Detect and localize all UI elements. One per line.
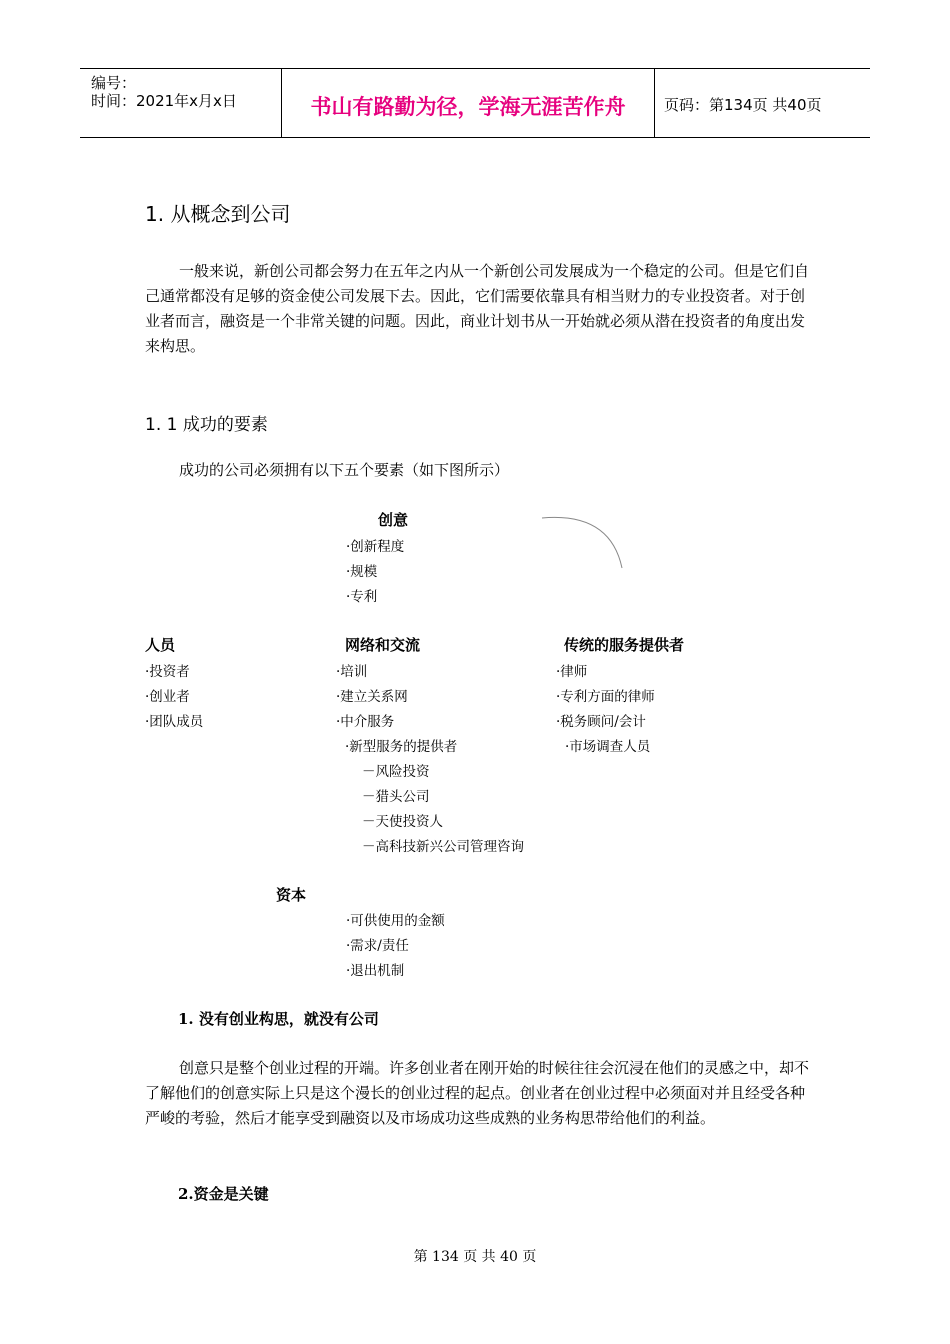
intro-paragraph: 一般来说，新创公司都会努力在五年之内从一个新创公司发展成为一个稳定的公司。但是它们自己通常都没有足够的资金使公司发展下去。因此，它们需要依靠具有相当财力的专业投资者。对于创业者而言，融资是一个非常关键的问题。因此，商业计划书从一开始就必须从潜在投资者的角度出发来构思。 <box>145 262 810 355</box>
providers-title: 传统的服务提供者 <box>564 636 685 654</box>
network-subitem: －高科技新兴公司管理咨询 <box>362 839 524 855</box>
network-item: ·建立关系网 <box>336 689 408 705</box>
providers-item: ·税务顾问/会计 <box>556 714 646 730</box>
people-item: ·团队成员 <box>145 714 204 730</box>
document-number-label: 编号： <box>91 74 137 92</box>
network-title: 网络和交流 <box>345 636 421 654</box>
people-item: ·投资者 <box>145 664 190 680</box>
capital-title: 资本 <box>276 886 307 904</box>
page-header <box>80 68 870 138</box>
page-footer: 第 134 页 共 40 页 <box>413 1249 537 1265</box>
idea-item: ·专利 <box>346 589 378 605</box>
header-motto: 书山有路勤为径，学海无涯苦作舟 <box>310 95 626 119</box>
providers-item: ·律师 <box>556 664 588 680</box>
network-subitem: －猎头公司 <box>362 789 430 805</box>
idea-title: 创意 <box>378 511 409 529</box>
header-divider <box>654 69 655 137</box>
people-item: ·创业者 <box>145 689 190 705</box>
subsection-title: 1. 1 成功的要素 <box>145 415 268 435</box>
capital-item: ·可供使用的金额 <box>346 913 445 929</box>
header-page-info: 页码：第134页 共40页 <box>664 96 822 114</box>
providers-item: ·市场调查人员 <box>565 739 651 755</box>
people-title: 人员 <box>145 636 176 654</box>
capital-item: ·退出机制 <box>346 963 405 979</box>
network-item: ·新型服务的提供者 <box>345 739 458 755</box>
subsection-intro: 成功的公司必须拥有以下五个要素（如下图所示） <box>179 461 510 479</box>
point1-heading: 1. 没有创业构思，就没有公司 <box>178 1010 379 1028</box>
network-subitem: －天使投资人 <box>362 814 443 830</box>
decorative-arc <box>540 512 630 574</box>
network-item: ·中介服务 <box>336 714 395 730</box>
capital-item: ·需求/责任 <box>346 938 409 954</box>
idea-item: ·创新程度 <box>346 539 405 555</box>
point1-paragraph: 创意只是整个创业过程的开端。许多创业者在刚开始的时候往往会沉浸在他们的灵感之中，却不了解他们的创意实际上只是这个漫长的创业过程的起点。创业者在创业过程中必须面对并且经受各种严峻的考验，然后才能享受到融资以及市场成功这些成熟的业务构思带给他们的利益。 <box>145 1059 810 1127</box>
network-subitem: －风险投资 <box>362 764 430 780</box>
section-title: 1. 从概念到公司 <box>145 202 291 226</box>
idea-item: ·规模 <box>346 564 378 580</box>
network-item: ·培训 <box>336 664 368 680</box>
point2-heading: 2.资金是关键 <box>178 1185 269 1203</box>
date-label: 时间：2021年x月x日 <box>91 92 237 110</box>
providers-item: ·专利方面的律师 <box>556 689 655 705</box>
